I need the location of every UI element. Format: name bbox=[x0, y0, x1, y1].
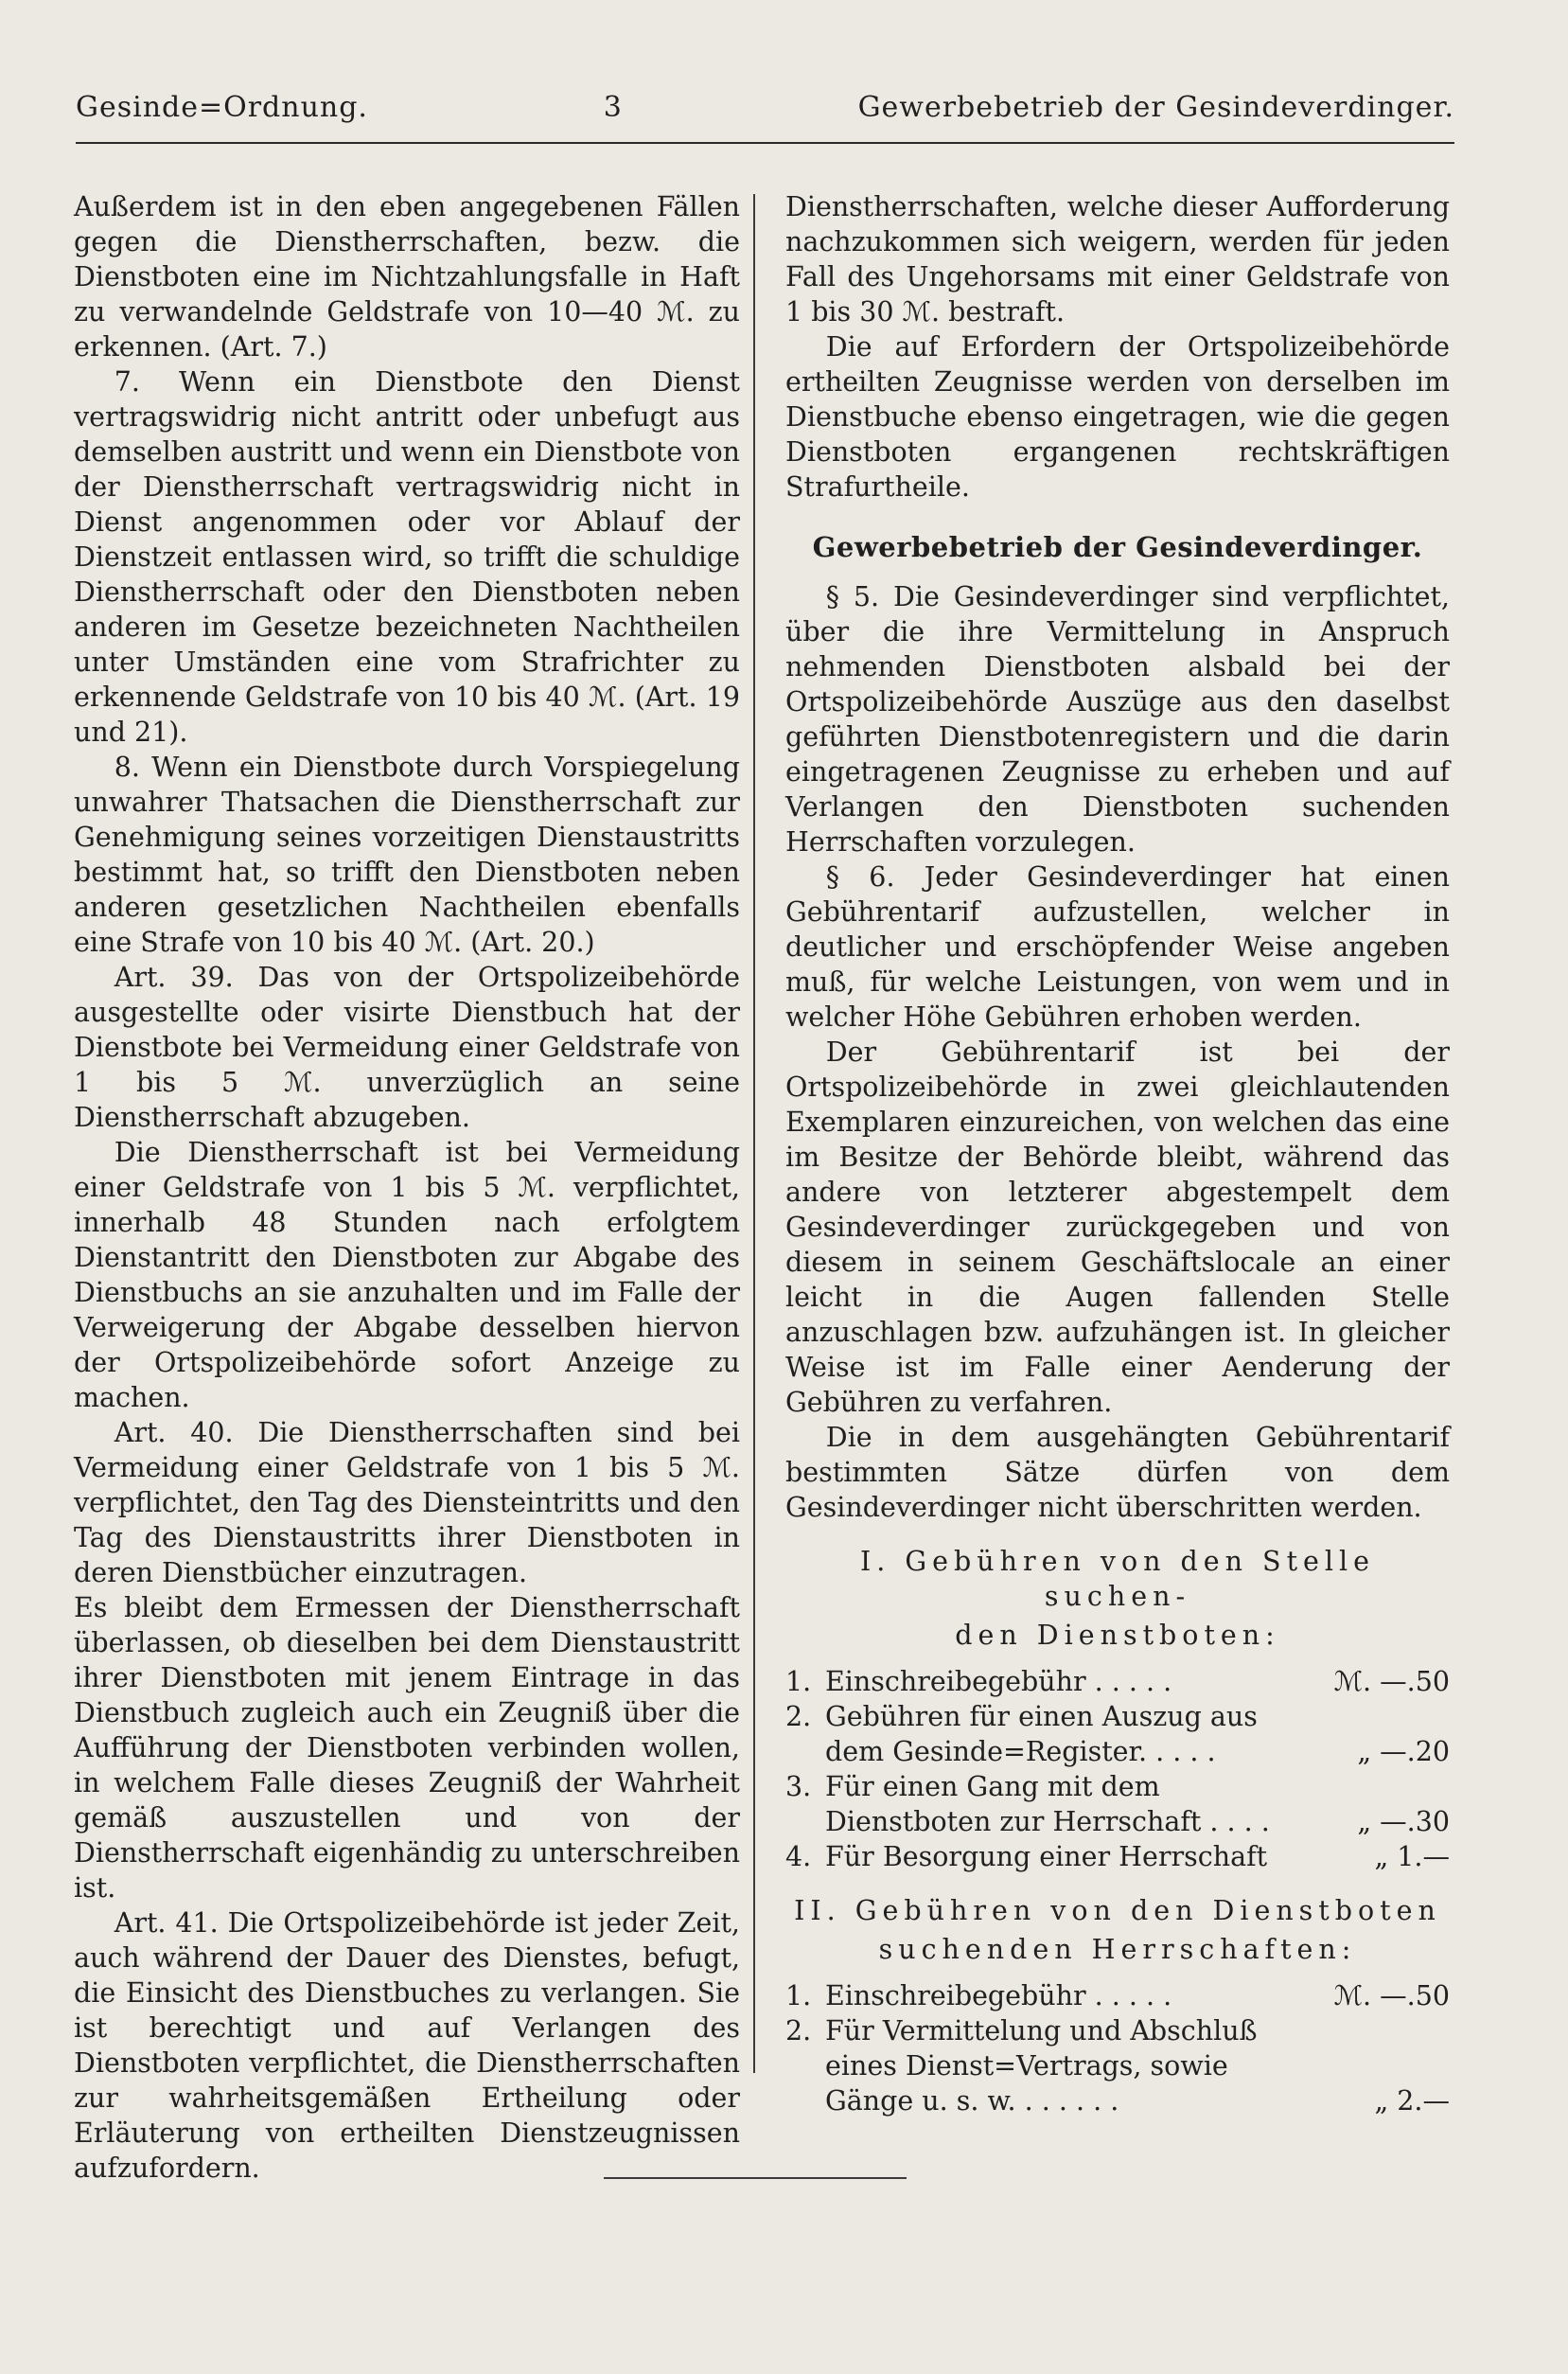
fee-number: 1. bbox=[785, 1980, 812, 2011]
fee-amount: ℳ. —.50 bbox=[1333, 1980, 1450, 2011]
paragraph: Dienstherrschaften, welche dieser Aufforderung nachzukommen sich weigern, werden für jeden Fall des Ungehorsams mit einer Geldstrafe von 1 bis 30 ℳ. bestraft. bbox=[785, 191, 1450, 328]
paragraph: § 5. Die Gesindeverdinger sind verpflichtet, über die ihre Vermittelung in Anspruch nehmenden Dienstboten alsbald bei der Ortspolizeibehörde Auszüge aus den daselbst geführten Dienstbotenregistern und die darin eingetragenen Zeugnisse zu erheben und auf Verlangen den Dienstboten suchenden Herrschaften vorzulegen. bbox=[785, 581, 1450, 858]
paragraph: 8. Wenn ein Dienstbote durch Vorspiegelung unwahrer Thatsachen die Dienstherrschaft zur Genehmigung seines vorzeitigen Dienstaustritts bestimmt hat, so trifft den Dienstboten neben anderen gesetzlichen Nachtheilen ebenfalls eine Strafe von 10 bis 40 ℳ. (Art. 20.) bbox=[74, 752, 740, 958]
paragraph: Art. 39. Das von der Ortspolizeibehörde ausgestellte oder visirte Dienstbuch hat der Dienstbote bei Vermeidung einer Geldstrafe von 1 bis 5 ℳ. unverzüglich an seine Dienstherrschaft abzugeben. bbox=[74, 962, 740, 1133]
fee-table-1-subheading: den Dienstboten: bbox=[955, 1620, 1280, 1651]
fee-label: Einschreibegebühr . . . . . bbox=[825, 1666, 1172, 1697]
fee-label: Für Besorgung einer Herrschaft bbox=[825, 1841, 1268, 1872]
paragraph: Art. 41. Die Ortspolizeibehörde ist jeder Zeit, auch während der Dauer des Dienstes, befugt, die Einsicht des Dienstbuches zu verlangen. Sie ist berechtigt und auf Verlangen des Dienstboten verpflichtet, die Dienstherrschaften zur wahrheitsgemäßen Ertheilung oder Erläuterung von ertheilten Dienstzeugnissen aufzufordern. bbox=[74, 1907, 740, 2184]
paragraph: Außerdem ist in den eben angegebenen Fällen gegen die Dienstherrschaften, bezw. die Dienstboten eine im Nichtzahlungsfalle in Haft zu verwandelnde Geldstrafe von 10—40 ℳ. zu erkennen. (Art. 7.) bbox=[74, 191, 740, 363]
paragraph: Art. 40. Die Dienstherrschaften sind bei Vermeidung einer Geldstrafe von 1 bis 5 ℳ. verpflichtet, den Tag des Diensteintritts und den Tag des Dienstaustritts ihrer Dienstboten in deren Dienstbücher einzutragen. bbox=[74, 1417, 740, 1588]
fee-row bbox=[785, 2013, 1450, 2118]
fee-amount: „ 2.— bbox=[1374, 2085, 1450, 2117]
fee-table-2-subheading: suchenden Herrschaften: bbox=[878, 1934, 1357, 1965]
fee-row bbox=[785, 1699, 1450, 1769]
paragraph: Es bleibt dem Ermessen der Dienstherrschaft überlassen, ob dieselben bei dem Dienstaustritt ihrer Dienstboten mit jenem Eintrage in das Dienstbuch zugleich auch ein Zeugniß über die Aufführung der Dienstboten verbinden wollen, in welchem Falle dieses Zeugniß der Wahrheit gemäß auszustellen und von der Dienstherrschaft eigenhändig zu unterschreiben ist. bbox=[74, 1592, 740, 1904]
paragraph: Die Dienstherrschaft ist bei Vermeidung einer Geldstrafe von 1 bis 5 ℳ. verpflichtet, innerhalb 48 Stunden nach erfolgtem Dienstantritt den Dienstboten zur Abgabe des Dienstbuchs an sie anzuhalten und im Falle der Verweigerung der Abgabe desselben hiervon der Ortspolizeibehörde sofort Anzeige zu machen. bbox=[74, 1137, 740, 1413]
fee-number: 2. bbox=[785, 2015, 812, 2046]
paragraph: Der Gebührentarif ist bei der Ortspolizeibehörde in zwei gleichlautenden Exemplaren einzureichen, von welchen das eine im Besitze der Behörde bleibt, während das andere von letzterer abgestempelt dem Gesindeverdinger zurückgegeben und von diesem in seinem Geschäftslocale an einer leicht in die Augen fallenden Stelle anzuschlagen bzw. aufzuhängen ist. In gleicher Weise ist im Falle einer Aenderung der Gebühren zu verfahren. bbox=[785, 1036, 1450, 1418]
footer-rule bbox=[604, 2177, 907, 2179]
fee-label: Für einen Gang mit dem Dienstboten zur Herrschaft . . . . bbox=[825, 1771, 1270, 1837]
header-right-title: Gewerbebetrieb der Gesindeverdinger. bbox=[857, 91, 1454, 124]
fee-number: 4. bbox=[785, 1841, 812, 1872]
left-column bbox=[74, 189, 740, 2186]
fee-row bbox=[785, 1978, 1450, 2013]
fee-label: Einschreibegebühr . . . . . bbox=[825, 1980, 1172, 2011]
paragraph: Die auf Erfordern der Ortspolizeibehörde ertheilten Zeugnisse werden von derselben im Dienstbuche ebenso eingetragen, wie die gegen Dienstboten ergangenen rechtskräftigen Strafurtheile. bbox=[785, 331, 1450, 503]
fee-amount: „ —.30 bbox=[1357, 1806, 1450, 1837]
fee-row bbox=[785, 1769, 1450, 1839]
fee-number: 3. bbox=[785, 1771, 812, 1802]
fee-label: Für Vermittelung und Abschluß eines Dienst=Vertrags, sowie Gänge u. s. w. . . . . . . bbox=[825, 2015, 1258, 2117]
fee-number: 2. bbox=[785, 1701, 812, 1732]
fee-label: Gebühren für einen Auszug aus dem Gesinde=Register. . . . . bbox=[825, 1701, 1258, 1767]
fee-row bbox=[785, 1839, 1450, 1874]
page-number: 3 bbox=[603, 91, 623, 124]
header-left-title: Gesinde=Ordnung. bbox=[76, 91, 368, 124]
running-head bbox=[76, 91, 1454, 124]
right-column bbox=[785, 189, 1450, 2118]
paragraph: § 6. Jeder Gesindeverdinger hat einen Gebührentarif aufzustellen, welcher in deutlicher und erschöpfender Weise angeben muß, für welche Leistungen, von wem und in welcher Höhe Gebühren erhoben werden. bbox=[785, 861, 1450, 1033]
fee-table-2-heading: II. Gebühren von den Dienstboten bbox=[794, 1895, 1441, 1926]
fee-table-1-heading: I. Gebühren von den Stelle suchen- bbox=[859, 1546, 1375, 1612]
paragraph: 7. Wenn ein Dienstbote den Dienst vertragswidrig nicht antritt oder unbefugt aus demselben austritt und wenn ein Dienstbote von der Dienstherrschaft vertragswidrig nicht in Dienst angenommen oder vor Ablauf der Dienstzeit entlassen wird, so trifft die schuldige Dienstherrschaft oder den Dienstboten neben anderen im Gesetze bezeichneten Nachtheilen unter Umständen eine vom Strafrichter zu erkennende Geldstrafe von 10 bis 40 ℳ. (Art. 19 und 21). bbox=[74, 366, 740, 748]
fee-row bbox=[785, 1664, 1450, 1699]
fee-amount: ℳ. —.50 bbox=[1333, 1666, 1450, 1697]
fee-amount: „ —.20 bbox=[1357, 1736, 1450, 1767]
section-title: Gewerbebetrieb der Gesindeverdinger. bbox=[812, 531, 1423, 563]
column-divider bbox=[753, 194, 755, 2073]
paragraph: Die in dem ausgehängten Gebührentarif bestimmten Sätze dürfen von dem Gesindeverdinger nicht überschritten werden. bbox=[785, 1422, 1450, 1523]
header-rule bbox=[76, 142, 1454, 144]
fee-amount: „ 1.— bbox=[1374, 1841, 1450, 1872]
fee-number: 1. bbox=[785, 1666, 812, 1697]
